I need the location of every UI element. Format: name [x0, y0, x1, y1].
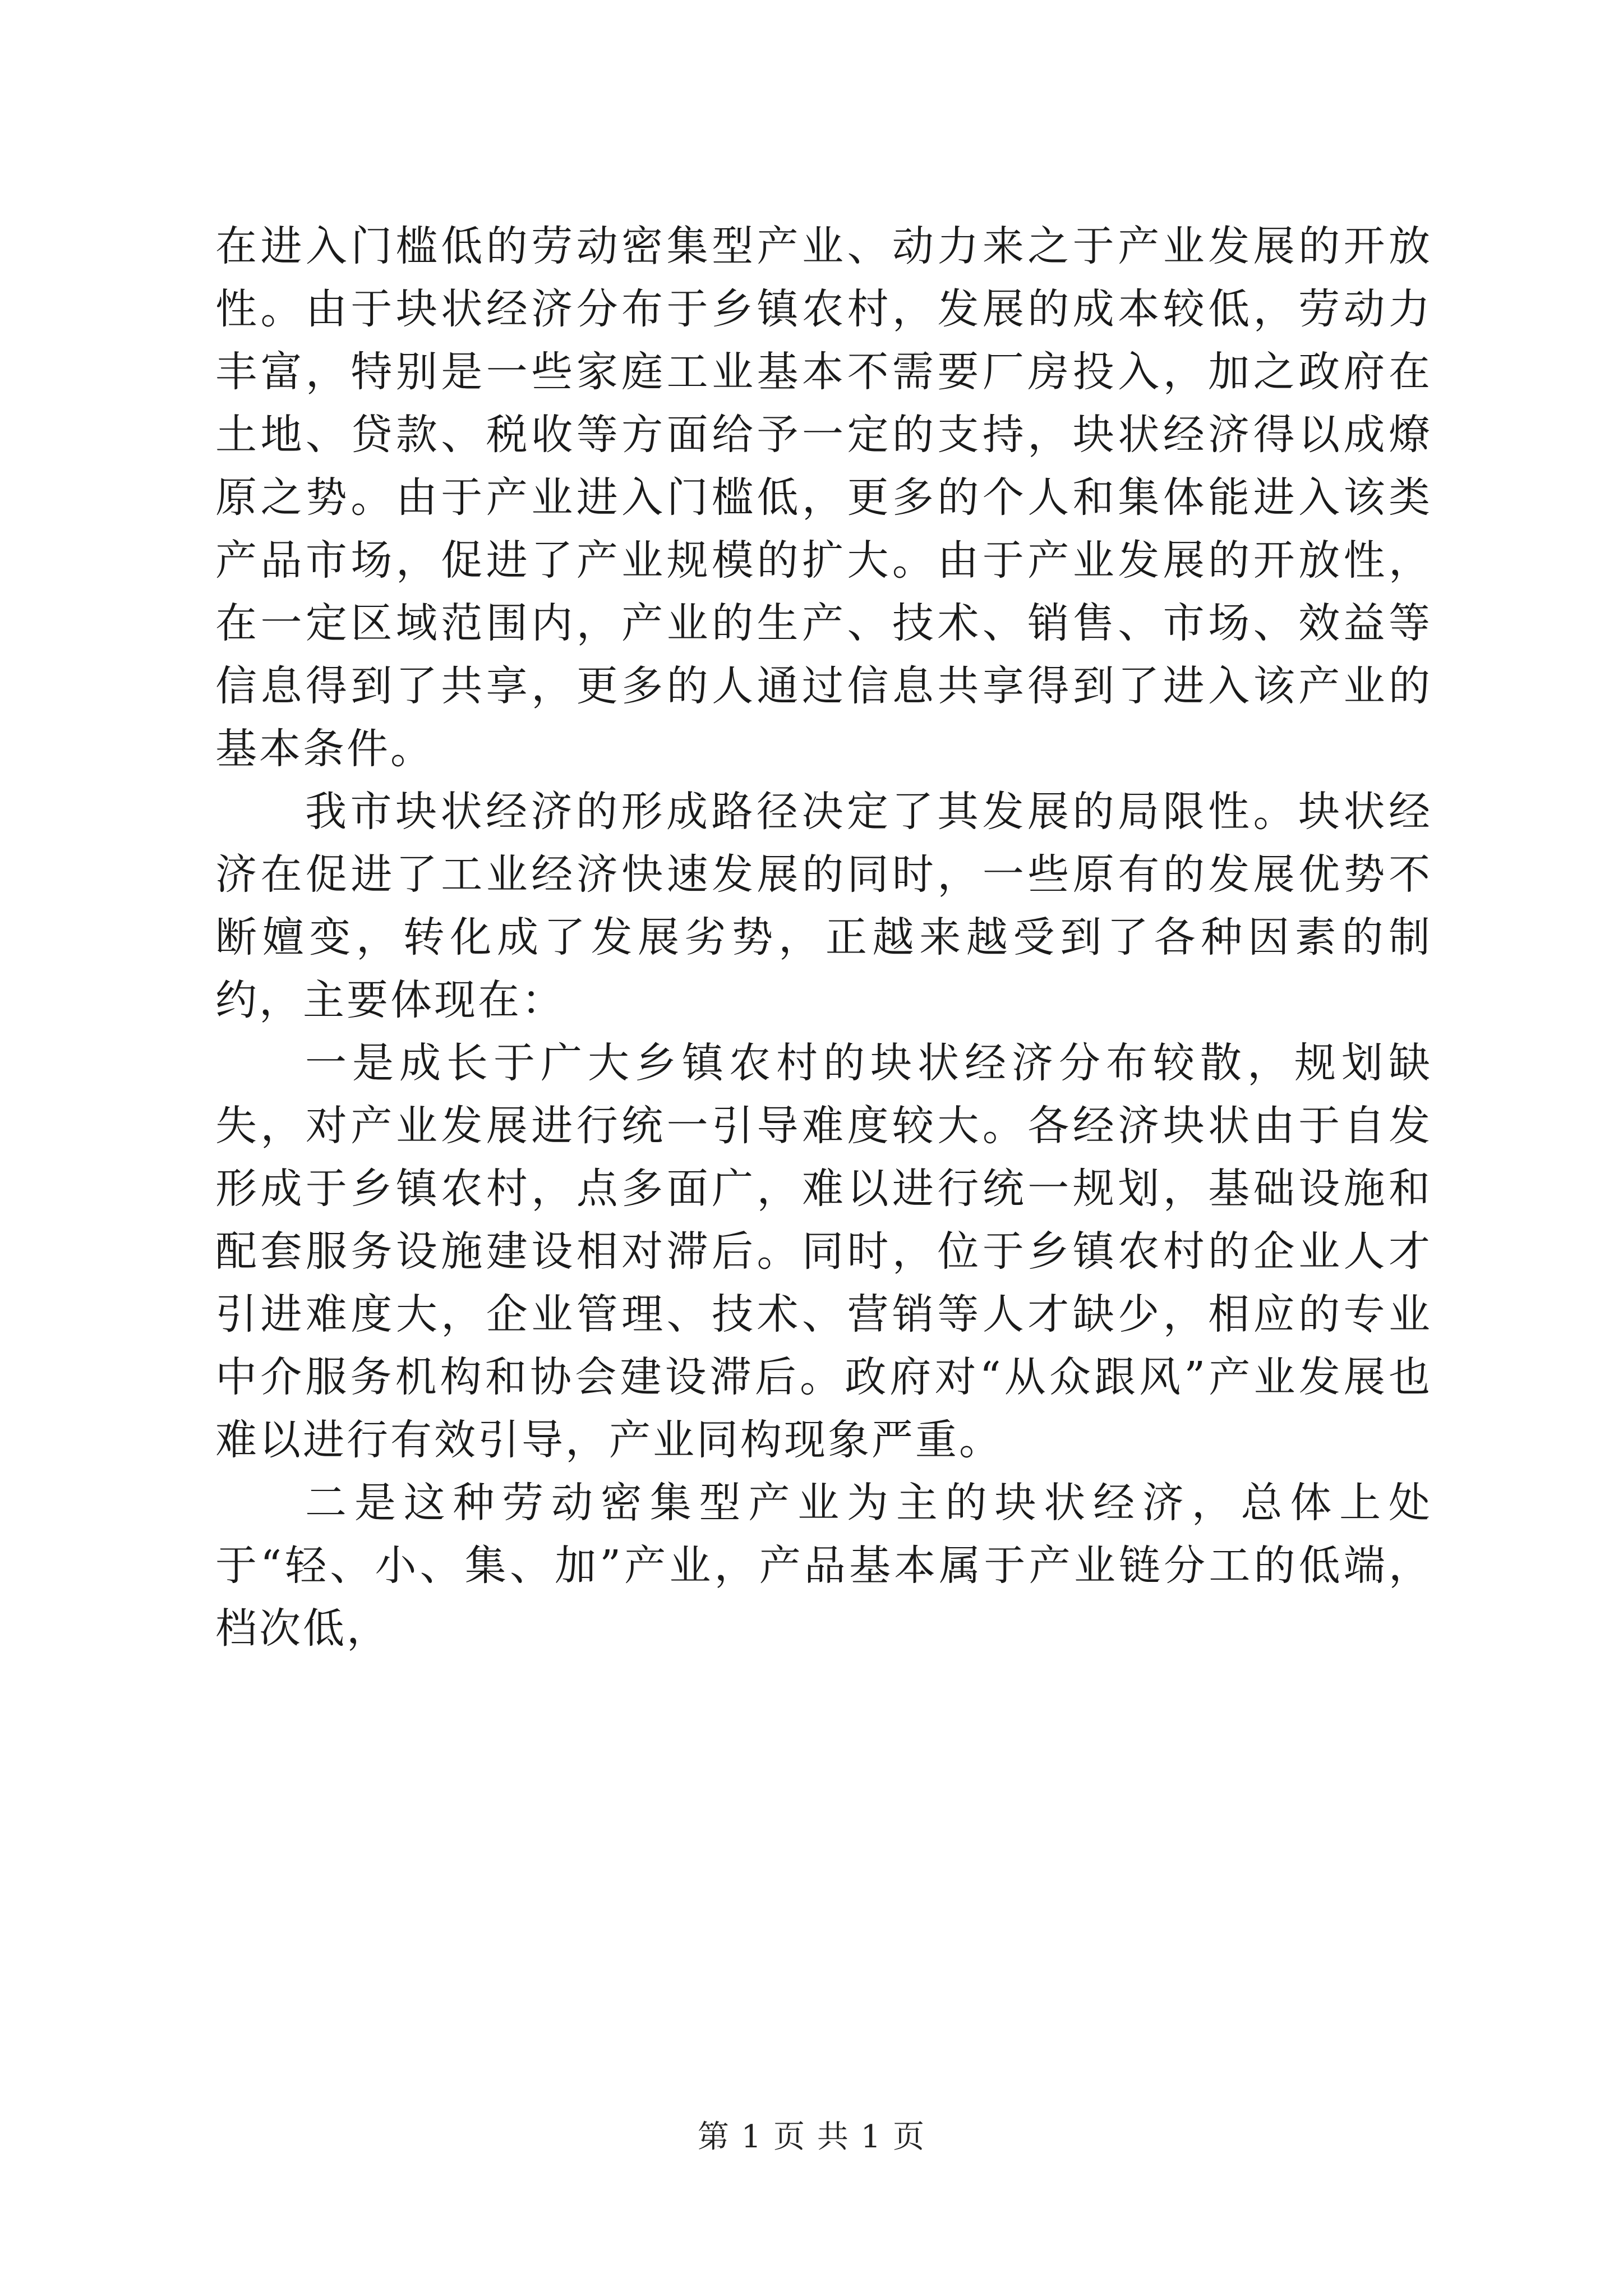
page-number-footer: 第 1 页 共 1 页 [697, 2119, 926, 2155]
paragraph-1: 在进入门槛低的劳动密集型产业、动力来之于产业发展的开放性。由于块状经济分布于乡镇农村，发展的成本较低，劳动力丰富，特别是一些家庭工业基本不需要厂房投入，加之政府在土地、贷款、税收等方面给予一定的支持，块状经济得以成燎原之势。由于产业进入门槛低，更多的个人和集体能进入该类产品市场，促进了产业规模的扩大。由于产业发展的开放性，在一定区域范围内，产业的生产、技术、销售、市场、效益等信息得到了共享，更多的人通过信息共享得到了进入该产业的基本条件。 [215, 222, 1432, 773]
paragraph-2: 我市块状经济的形成路径决定了其发展的局限性。块状经济在促进了工业经济快速发展的同时，一些原有的发展优势不断嬗变，转化成了发展劣势，正越来越受到了各种因素的制约，主要体现在： [215, 788, 1432, 1024]
paragraph-4: 二是这种劳动密集型产业为主的块状经济，总体上处于“轻、小、集、加”产业，产品基本属于产业链分工的低端，档次低， [215, 1479, 1432, 1653]
document-body [215, 215, 1432, 1660]
paragraph-3: 一是成长于广大乡镇农村的块状经济分布较散，规划缺失，对产业发展进行统一引导难度较大。各经济块状由于自发形成于乡镇农村，点多面广，难以进行统一规划，基础设施和配套服务设施建设相对滞后。同时，位于乡镇农村的企业人才引进难度大，企业管理、技术、营销等人才缺少，相应的专业中介服务机构和协会建设滞后。政府对“从众跟风”产业发展也难以进行有效引导，产业同构现象严重。 [215, 1039, 1432, 1464]
